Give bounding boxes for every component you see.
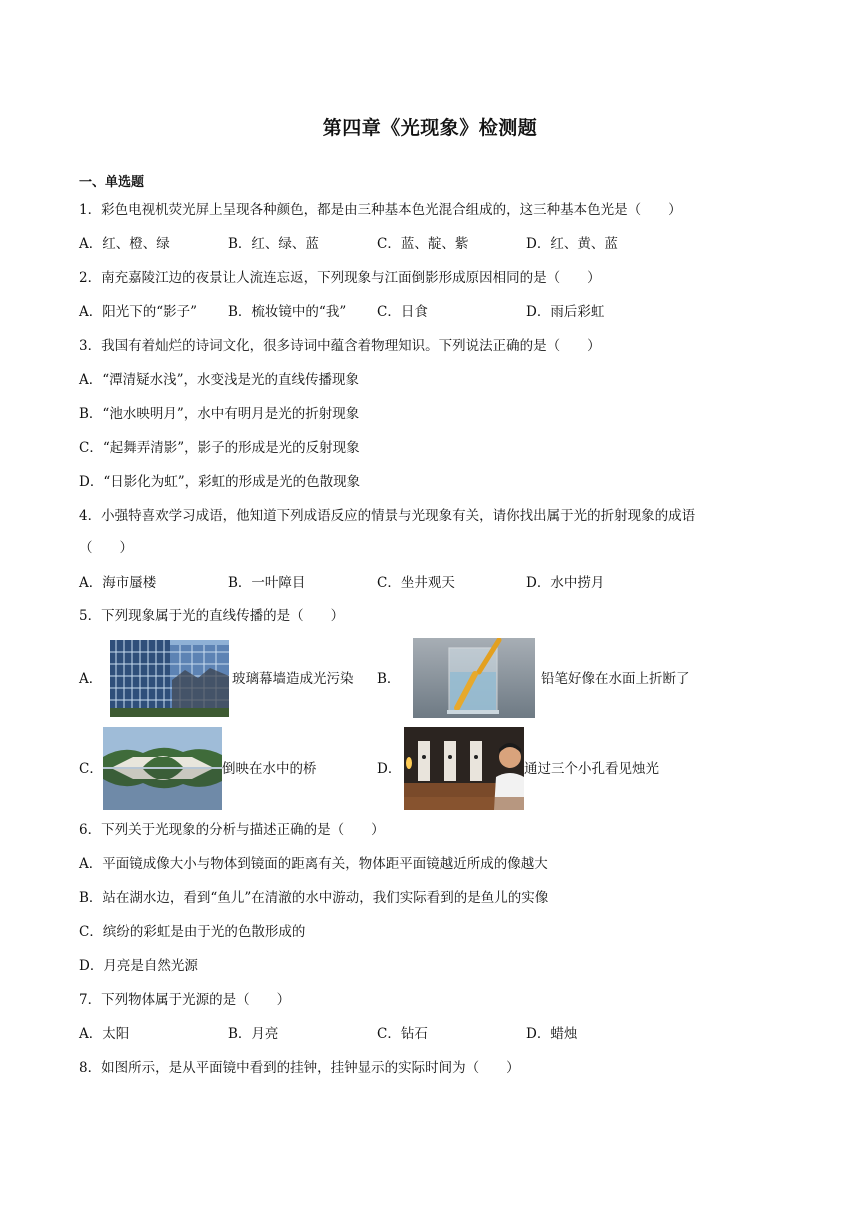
question-2-option-a: A．阳光下的“影子” xyxy=(79,304,198,320)
question-6-stem: 6．下列关于光现象的分析与描述正确的是（ ） xyxy=(79,822,385,838)
question-8-stem: 8．如图所示，是从平面镜中看到的挂钟，挂钟显示的实际时间为（ ） xyxy=(79,1060,520,1076)
question-1-option-c: C．蓝、靛、紫 xyxy=(377,236,469,252)
question-5-option-c-label: C． xyxy=(79,761,103,777)
question-2-option-c: C．日食 xyxy=(377,304,428,320)
question-1-option-b: B．红、绿、蓝 xyxy=(228,236,319,252)
three-holes-candle-photo xyxy=(404,727,524,810)
question-4-option-b: B．一叶障目 xyxy=(228,575,306,591)
page-title: 第四章《光现象》检测题 xyxy=(322,117,538,139)
question-5-option-d-text: 通过三个小孔看见烛光 xyxy=(524,761,659,777)
question-7-option-c: C．钻石 xyxy=(377,1026,428,1042)
question-4-option-a: A．海市蜃楼 xyxy=(79,575,157,591)
question-4-stem: 4．小强特喜欢学习成语，他知道下列成语反应的情景与光现象有关，请你找出属于光的折射现象的成语 xyxy=(79,508,696,524)
question-7-stem: 7．下列物体属于光源的是（ ） xyxy=(79,992,291,1008)
question-2-option-d: D．雨后彩虹 xyxy=(526,304,605,320)
section-heading: 一、单选题 xyxy=(79,175,145,190)
question-5-option-a-label: A． xyxy=(79,671,103,687)
bridge-reflection-photo xyxy=(103,727,222,810)
question-3-option-b: B．“池水映明月”，水中有明月是光的折射现象 xyxy=(79,406,360,422)
question-5-option-c-text: 倒映在水中的桥 xyxy=(222,761,317,777)
pencil-in-water-photo xyxy=(413,638,535,718)
question-7-option-b: B．月亮 xyxy=(228,1026,279,1042)
question-4-option-c: C．坐井观天 xyxy=(377,575,455,591)
question-6-option-a: A．平面镜成像大小与物体到镜面的距离有关，物体距平面镜越近所成的像越大 xyxy=(79,856,548,872)
question-5-option-d-label: D． xyxy=(377,761,402,777)
question-3-option-c: C．“起舞弄清影”，影子的形成是光的反射现象 xyxy=(79,440,360,456)
question-4-option-d: D．水中捞月 xyxy=(526,575,605,591)
question-5-stem: 5．下列现象属于光的直线传播的是（ ） xyxy=(79,608,345,624)
question-5-option-b-text: 铅笔好像在水面上折断了 xyxy=(541,671,690,687)
question-1-option-d: D．红、黄、蓝 xyxy=(526,236,618,252)
glass-curtain-wall-photo xyxy=(110,640,229,717)
question-5-option-a-text: 玻璃幕墙造成光污染 xyxy=(232,671,354,687)
question-1-stem: 1．彩色电视机荧光屏上呈现各种颜色，都是由三种基本色光混合组成的，这三种基本色光是（ ） xyxy=(79,202,682,218)
question-6-option-d: D．月亮是自然光源 xyxy=(79,958,198,974)
question-6-option-b: B．站在湖水边，看到“鱼儿”在清澈的水中游动，我们实际看到的是鱼儿的实像 xyxy=(79,890,549,906)
question-7-option-d: D．蜡烛 xyxy=(526,1026,578,1042)
question-3-stem: 3．我国有着灿烂的诗词文化，很多诗词中蕴含着物理知识。下列说法正确的是（ ） xyxy=(79,338,601,354)
question-4-stem-continued: （ ） xyxy=(79,540,133,556)
question-2-option-b: B．梳妆镜中的“我” xyxy=(228,304,347,320)
question-1-option-a: A．红、橙、绿 xyxy=(79,236,170,252)
question-6-option-c: C．缤纷的彩虹是由于光的色散形成的 xyxy=(79,924,306,940)
question-3-option-d: D．“日影化为虹”，彩虹的形成是光的色散现象 xyxy=(79,474,361,490)
question-7-option-a: A．太阳 xyxy=(79,1026,130,1042)
question-5-option-b-label: B． xyxy=(377,671,401,687)
question-2-stem: 2．南充嘉陵江边的夜景让人流连忘返，下列现象与江面倒影形成原因相同的是（ ） xyxy=(79,270,601,286)
question-3-option-a: A．“潭清疑水浅”，水变浅是光的直线传播现象 xyxy=(79,372,360,388)
